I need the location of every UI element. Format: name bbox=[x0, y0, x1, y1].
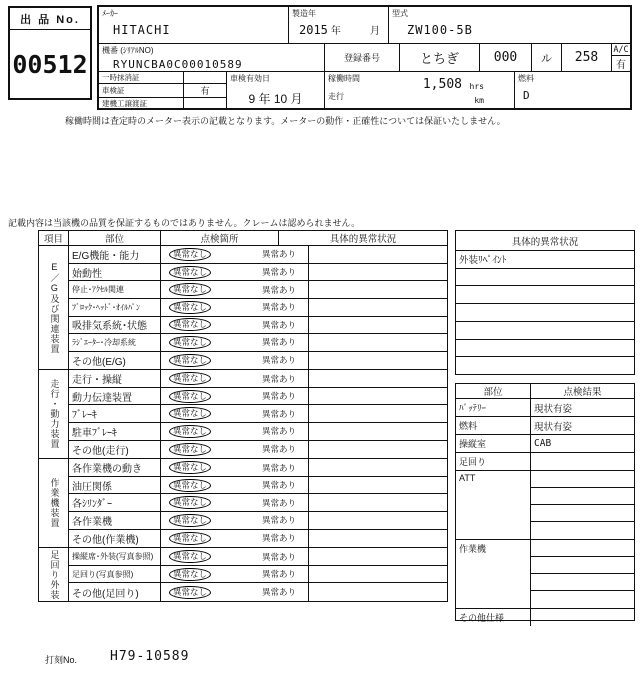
serial-label: 機番 (ｼﾘｱﾙNO) bbox=[102, 46, 154, 55]
abnormality-row bbox=[456, 357, 634, 374]
no-abnormality-circled-mark: 異常なし bbox=[169, 390, 211, 403]
part-name: その他(足回り) bbox=[69, 583, 161, 601]
check-place-cell bbox=[161, 423, 309, 440]
inspection-row bbox=[69, 370, 447, 388]
abnormality-detail-cell bbox=[309, 334, 447, 351]
check-place-cell bbox=[161, 441, 309, 459]
abnormality-detail-cell bbox=[309, 512, 447, 529]
result-cells bbox=[531, 609, 634, 626]
abnormality-option: 異常あり bbox=[261, 267, 296, 278]
ac-value: 有 bbox=[616, 60, 626, 71]
part-name: 動力伝達装置 bbox=[69, 388, 161, 405]
result-group bbox=[456, 609, 634, 626]
part-name: ﾌﾞﾚｰｷ bbox=[69, 405, 161, 422]
abnormality-option: 異常あり bbox=[261, 319, 296, 330]
item-group-label-cell bbox=[39, 548, 69, 601]
serial-cell bbox=[99, 44, 325, 71]
part-name: 始動性 bbox=[69, 264, 161, 281]
abnormality-option: 異常あり bbox=[261, 587, 296, 598]
no-abnormality-circled-mark: 異常なし bbox=[169, 532, 211, 545]
part-name: 各作業機 bbox=[69, 512, 161, 529]
check-place-cell bbox=[161, 299, 309, 316]
maker-label: ﾒｰｶｰ bbox=[102, 9, 118, 18]
maker-cell bbox=[99, 7, 289, 43]
inspection-group-rows bbox=[69, 246, 447, 369]
cert-row-torikeshi bbox=[99, 72, 226, 84]
result-part-name: ﾊﾞｯﾃﾘｰ bbox=[456, 399, 531, 416]
part-name: 各ｼﾘﾝﾀﾞｰ bbox=[69, 494, 161, 511]
inspection-group-rows bbox=[69, 459, 447, 547]
no-abnormality-circled-mark: 異常なし bbox=[169, 479, 211, 492]
abnormality-option: 異常あり bbox=[261, 337, 296, 348]
abnormality-option: 異常あり bbox=[261, 426, 296, 437]
maker-value: HITACHI bbox=[113, 23, 171, 37]
inspection-row bbox=[69, 246, 447, 264]
abnormality-detail-cell bbox=[309, 352, 447, 370]
inspection-group bbox=[39, 548, 447, 601]
result-cells bbox=[531, 540, 634, 608]
abnormality-detail-cell bbox=[309, 388, 447, 405]
result-value bbox=[531, 488, 634, 505]
check-place-cell bbox=[161, 530, 309, 548]
check-place-cell bbox=[161, 246, 309, 263]
abnormality-row: 外装ﾘﾍﾟｲﾝﾄ bbox=[456, 251, 634, 269]
check-place-cell bbox=[161, 477, 309, 494]
abnormality-detail-cell bbox=[309, 566, 447, 583]
ac-label: A/C bbox=[613, 44, 629, 55]
cert-label: 建機工譲渡証 bbox=[99, 98, 184, 109]
item-group-label-cell bbox=[39, 246, 69, 369]
result-group bbox=[456, 435, 634, 453]
part-name: 各作業機の動き bbox=[69, 459, 161, 476]
abnormality-detail-cell bbox=[309, 281, 447, 298]
hours-cell bbox=[325, 72, 515, 108]
part-name: 走行・操縦 bbox=[69, 370, 161, 387]
abnormality-option: 異常あり bbox=[261, 444, 296, 455]
abnormality-option: 異常あり bbox=[261, 373, 296, 384]
stamp-no-value: H79-10589 bbox=[110, 649, 190, 664]
no-abnormality-circled-mark: 異常なし bbox=[169, 514, 211, 527]
abnormality-option: 異常あり bbox=[261, 302, 296, 313]
inspection-row bbox=[69, 512, 447, 530]
hours-unit: hrs bbox=[469, 82, 484, 91]
abnormality-detail-cell bbox=[309, 477, 447, 494]
no-abnormality-circled-mark: 異常なし bbox=[169, 283, 211, 296]
cert-label: 一時抹消証 bbox=[99, 72, 184, 83]
abnormality-option: 異常あり bbox=[261, 462, 296, 473]
check-place-cell bbox=[161, 281, 309, 298]
abnormality-option: 異常あり bbox=[261, 391, 296, 402]
header-detail: 具体的異常状況 bbox=[329, 234, 397, 246]
cert-row-shaken bbox=[99, 84, 226, 98]
inspection-row bbox=[69, 299, 447, 317]
mfg-month-unit: 月 bbox=[370, 26, 380, 37]
result-value: 現状有姿 bbox=[534, 403, 573, 415]
abnormality-row bbox=[456, 340, 634, 358]
header-part: 部位 bbox=[69, 231, 161, 245]
result-cells bbox=[531, 399, 634, 416]
lot-number-label: 出 品 No. bbox=[10, 8, 90, 30]
inspection-row bbox=[69, 317, 447, 335]
inspection-table bbox=[38, 230, 448, 602]
result-cells bbox=[531, 471, 634, 539]
check-place-cell bbox=[161, 334, 309, 351]
result-part-name: 操縦室 bbox=[456, 435, 531, 452]
inspection-group-rows bbox=[69, 370, 447, 458]
header-check-place: 点検箇所 bbox=[161, 231, 279, 245]
abnormality-option: 異常あり bbox=[261, 515, 296, 526]
no-abnormality-circled-mark: 異常なし bbox=[169, 318, 211, 331]
inspection-group bbox=[39, 246, 447, 370]
cert-row-jouto bbox=[99, 98, 226, 109]
part-name: ﾗｼﾞｴｰﾀｰ･冷却系統 bbox=[69, 334, 161, 351]
inspection-row bbox=[69, 264, 447, 282]
inspection-table-header bbox=[39, 231, 447, 246]
serial-value: RYUNCBA0C00010589 bbox=[113, 58, 243, 71]
no-abnormality-circled-mark: 異常なし bbox=[169, 425, 211, 438]
inspection-row bbox=[69, 352, 447, 370]
header-item: 項目 bbox=[39, 231, 69, 245]
lot-number-box bbox=[8, 6, 92, 100]
check-place-cell bbox=[161, 512, 309, 529]
abnormality-detail-cell bbox=[309, 494, 447, 511]
inspection-row bbox=[69, 530, 447, 548]
inspection-row bbox=[69, 281, 447, 299]
abnormality-option: 異常あり bbox=[261, 569, 296, 580]
result-value bbox=[531, 557, 634, 574]
abnormality-detail-cell bbox=[309, 246, 447, 263]
check-place-cell bbox=[161, 405, 309, 422]
mfg-year-value: 2015 bbox=[299, 23, 328, 37]
result-part-name: ATT bbox=[456, 471, 531, 539]
no-abnormality-circled-mark: 異常なし bbox=[169, 550, 211, 563]
check-place-cell bbox=[161, 388, 309, 405]
check-result-table bbox=[455, 383, 635, 621]
registration-class-no: 000 bbox=[480, 44, 532, 71]
abnormality-table bbox=[455, 230, 635, 375]
abnormality-option: 異常あり bbox=[261, 480, 296, 491]
abnormality-detail-cell bbox=[309, 423, 447, 440]
model-cell bbox=[389, 7, 630, 43]
cert-value: 有 bbox=[200, 86, 210, 96]
cert-label: 車検証 bbox=[99, 84, 184, 97]
abnormality-option: 異常あり bbox=[261, 249, 296, 260]
travel-label: 走行 bbox=[328, 92, 344, 101]
item-group-label: E／G及び関連装置 bbox=[49, 261, 60, 354]
result-cells bbox=[531, 453, 634, 470]
hours-label: 稼働時間 bbox=[328, 74, 360, 83]
item-group-label: 足回り外装 bbox=[49, 549, 60, 600]
model-value: ZW100-5B bbox=[407, 23, 473, 37]
no-abnormality-circled-mark: 異常なし bbox=[169, 461, 211, 474]
no-abnormality-circled-mark: 異常なし bbox=[169, 443, 211, 456]
abnormality-detail-cell bbox=[309, 530, 447, 548]
abnormality-detail-cell bbox=[309, 583, 447, 601]
abnormality-option: 異常あり bbox=[261, 551, 296, 562]
result-header-result: 点検結果 bbox=[563, 387, 602, 398]
result-part-name: 燃料 bbox=[456, 417, 531, 434]
abnormality-detail-cell bbox=[309, 405, 447, 422]
part-name: その他(作業機) bbox=[69, 530, 161, 548]
inspection-group bbox=[39, 459, 447, 548]
inspection-row bbox=[69, 388, 447, 406]
part-name: 操縦席･外装(写真参照) bbox=[69, 548, 161, 565]
result-value bbox=[531, 522, 634, 539]
inspection-row bbox=[69, 423, 447, 441]
part-name: その他(走行) bbox=[69, 441, 161, 459]
result-value bbox=[531, 609, 634, 626]
result-value bbox=[531, 471, 634, 488]
mfg-year-cell bbox=[289, 7, 389, 43]
result-value: CAB bbox=[534, 438, 552, 449]
certificates-block bbox=[99, 72, 227, 108]
inspection-group bbox=[39, 370, 447, 459]
no-abnormality-circled-mark: 異常なし bbox=[169, 372, 211, 385]
inspection-row bbox=[69, 441, 447, 459]
no-abnormality-circled-mark: 異常なし bbox=[169, 336, 211, 349]
no-abnormality-circled-mark: 異常なし bbox=[169, 354, 211, 367]
result-value bbox=[531, 540, 634, 557]
abnormality-detail-cell bbox=[309, 370, 447, 387]
abnormality-row bbox=[456, 304, 634, 322]
model-label: 型式 bbox=[392, 9, 408, 18]
result-group bbox=[456, 417, 634, 435]
abnormality-option: 異常あり bbox=[261, 533, 296, 544]
inspection-table-body bbox=[39, 246, 447, 601]
result-value: 現状有姿 bbox=[534, 421, 573, 433]
fuel-label: 燃料 bbox=[518, 74, 534, 83]
registration-number: 258 bbox=[562, 44, 612, 71]
result-cells bbox=[531, 417, 634, 434]
no-abnormality-circled-mark: 異常なし bbox=[169, 248, 211, 261]
no-abnormality-circled-mark: 異常なし bbox=[169, 301, 211, 314]
result-value bbox=[531, 591, 634, 608]
inspection-row bbox=[69, 459, 447, 477]
check-place-cell bbox=[161, 494, 309, 511]
no-abnormality-circled-mark: 異常なし bbox=[169, 586, 211, 599]
hours-value: 1,508 bbox=[422, 77, 462, 92]
part-name: 足回り(写真参照) bbox=[69, 566, 161, 583]
result-group bbox=[456, 453, 634, 471]
part-name: 吸排気系統･状態 bbox=[69, 317, 161, 334]
header-row-1 bbox=[99, 7, 630, 44]
item-group-label-cell bbox=[39, 370, 69, 458]
check-result-body bbox=[456, 399, 634, 626]
fuel-cell bbox=[515, 72, 630, 108]
stamp-no-label: 打刻No. bbox=[45, 655, 78, 665]
check-place-cell bbox=[161, 370, 309, 387]
abnormality-option: 異常あり bbox=[261, 408, 296, 419]
no-abnormality-circled-mark: 異常なし bbox=[169, 496, 211, 509]
abnormality-detail-cell bbox=[309, 548, 447, 565]
abnormality-header: 具体的異常状況 bbox=[456, 231, 634, 251]
result-group bbox=[456, 399, 634, 417]
abnormality-detail-cell bbox=[309, 441, 447, 459]
result-cells bbox=[531, 435, 634, 452]
cert-value bbox=[184, 72, 226, 83]
part-name: 停止･ｱｸｾﾙ関連 bbox=[69, 281, 161, 298]
abnormality-row bbox=[456, 269, 634, 287]
result-group bbox=[456, 471, 634, 540]
inspection-row bbox=[69, 405, 447, 423]
check-place-cell bbox=[161, 566, 309, 583]
shaken-expiry-value: 9 年 10 月 bbox=[248, 92, 303, 106]
ac-cell bbox=[612, 44, 630, 71]
abnormality-option: 異常あり bbox=[261, 355, 296, 366]
inspection-row bbox=[69, 477, 447, 495]
part-name: 駐車ﾌﾞﾚｰｷ bbox=[69, 423, 161, 440]
check-place-cell bbox=[161, 548, 309, 565]
abnormality-body bbox=[456, 251, 634, 374]
quality-disclaimer-note: 記載内容は当該機の品質を保証するものではありません。クレームは認められません。 bbox=[8, 218, 361, 228]
check-place-cell bbox=[161, 317, 309, 334]
item-group-label-cell bbox=[39, 459, 69, 547]
check-place-cell bbox=[161, 459, 309, 476]
check-result-header bbox=[456, 384, 634, 399]
part-name: その他(E/G) bbox=[69, 352, 161, 370]
abnormality-detail-cell bbox=[309, 264, 447, 281]
abnormality-detail-cell bbox=[309, 317, 447, 334]
header-row-3 bbox=[99, 72, 630, 108]
result-value bbox=[531, 574, 634, 591]
meter-disclaimer-note: 稼働時間は査定時のメーター表示の記載となります。メーターの動作・正確性については保証いたしません。 bbox=[65, 116, 506, 126]
registration-label: 登録番号 bbox=[325, 44, 400, 71]
part-name: E/G機能・能力 bbox=[69, 246, 161, 263]
inspection-row bbox=[69, 566, 447, 584]
abnormality-detail-cell bbox=[309, 459, 447, 476]
result-header-part: 部位 bbox=[456, 384, 531, 398]
shaken-expiry-label: 車検有効日 bbox=[230, 74, 270, 83]
mfg-year-unit: 年 bbox=[330, 26, 341, 37]
inspection-row bbox=[69, 583, 447, 601]
result-group bbox=[456, 540, 634, 609]
abnormality-option: 異常あり bbox=[261, 284, 296, 295]
header-row-2 bbox=[99, 44, 630, 72]
abnormality-row bbox=[456, 286, 634, 304]
machine-header-table bbox=[97, 5, 632, 110]
abnormality-option: 異常あり bbox=[261, 497, 296, 508]
abnormality-row bbox=[456, 322, 634, 340]
check-place-cell bbox=[161, 352, 309, 370]
result-part-name: その他仕様 bbox=[456, 609, 531, 626]
part-name: ﾌﾞﾛｯｸ･ﾍｯﾄﾞ･ｵｲﾙﾊﾟﾝ bbox=[69, 299, 161, 316]
inspection-row bbox=[69, 494, 447, 512]
result-part-name: 作業機 bbox=[456, 540, 531, 608]
item-group-label: 作業機装置 bbox=[49, 478, 60, 529]
abnormality-detail-cell bbox=[309, 299, 447, 316]
check-place-cell bbox=[161, 264, 309, 281]
cert-value bbox=[184, 98, 226, 109]
travel-unit: km bbox=[474, 96, 484, 105]
mfg-year-label: 製造年 bbox=[292, 9, 316, 18]
no-abnormality-circled-mark: 異常なし bbox=[169, 568, 211, 581]
inspection-row bbox=[69, 334, 447, 352]
inspection-row bbox=[69, 548, 447, 566]
fuel-value: D bbox=[523, 89, 530, 102]
registration-area: とちぎ bbox=[400, 44, 480, 71]
registration-kana: ル bbox=[532, 44, 562, 71]
item-group-label: 走行・動力装置 bbox=[49, 379, 60, 450]
result-value bbox=[531, 505, 634, 522]
result-value bbox=[531, 453, 634, 470]
lot-number-value: 00512 bbox=[12, 49, 88, 79]
part-name: 油圧関係 bbox=[69, 477, 161, 494]
no-abnormality-circled-mark: 異常なし bbox=[169, 266, 211, 279]
shaken-expiry-cell bbox=[227, 72, 325, 108]
no-abnormality-circled-mark: 異常なし bbox=[169, 407, 211, 420]
check-place-cell bbox=[161, 583, 309, 601]
result-part-name: 足回り bbox=[456, 453, 531, 470]
inspection-group-rows bbox=[69, 548, 447, 601]
